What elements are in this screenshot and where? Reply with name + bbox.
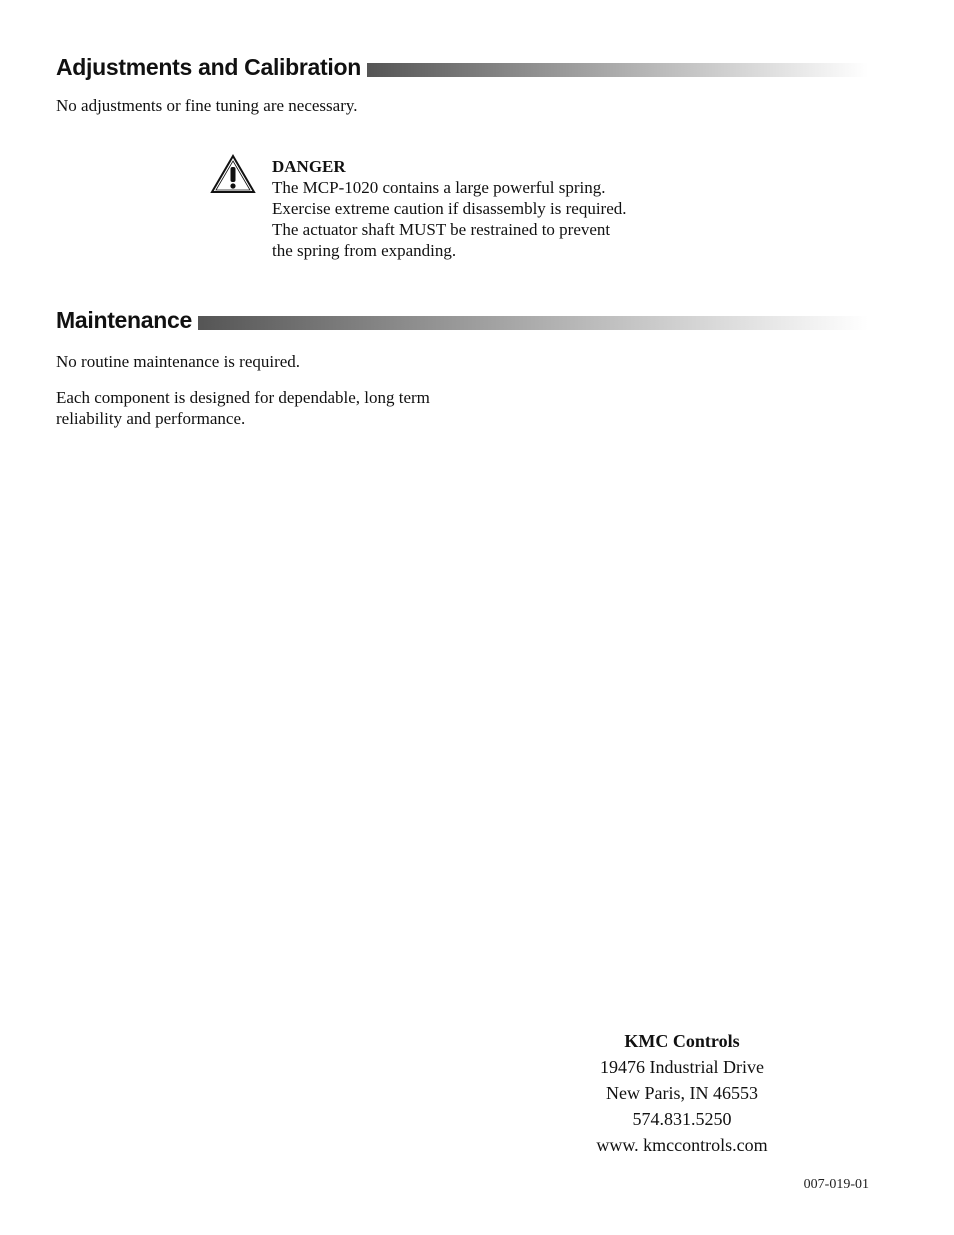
adjustments-text: No adjustments or fine tuning are necessary. bbox=[56, 96, 358, 115]
warning-triangle-icon bbox=[210, 154, 256, 194]
phone-number: 574.831.5250 bbox=[632, 1109, 732, 1129]
danger-line: the spring from expanding. bbox=[272, 241, 457, 260]
danger-line: Exercise extreme caution if disassembly is required. bbox=[272, 199, 627, 218]
contact-block bbox=[572, 1028, 792, 1158]
city-line: New Paris, IN 46553 bbox=[606, 1083, 758, 1103]
danger-title: DANGER bbox=[272, 157, 346, 176]
heading-rule bbox=[198, 316, 868, 330]
heading-rule bbox=[367, 63, 868, 77]
maintenance-text: No routine maintenance is required. bbox=[56, 352, 301, 371]
adjustments-heading bbox=[56, 54, 868, 81]
adjustments-title: Adjustments and Calibration bbox=[56, 54, 361, 80]
maintenance-heading bbox=[56, 307, 868, 334]
danger-line: The actuator shaft MUST be restrained to prevent bbox=[272, 220, 611, 239]
danger-line: The MCP-1020 contains a large powerful spring. bbox=[272, 178, 606, 197]
danger-notice bbox=[210, 156, 692, 261]
maintenance-title: Maintenance bbox=[56, 307, 193, 333]
maintenance-text: Each component is designed for dependable, long term reliability and performance. bbox=[56, 388, 430, 428]
danger-text bbox=[272, 156, 692, 261]
company-name: KMC Controls bbox=[624, 1031, 740, 1051]
website: www. kmccontrols.com bbox=[596, 1135, 768, 1155]
document-number: 007-019-01 bbox=[803, 1177, 869, 1192]
address-line: 19476 Industrial Drive bbox=[600, 1057, 764, 1077]
